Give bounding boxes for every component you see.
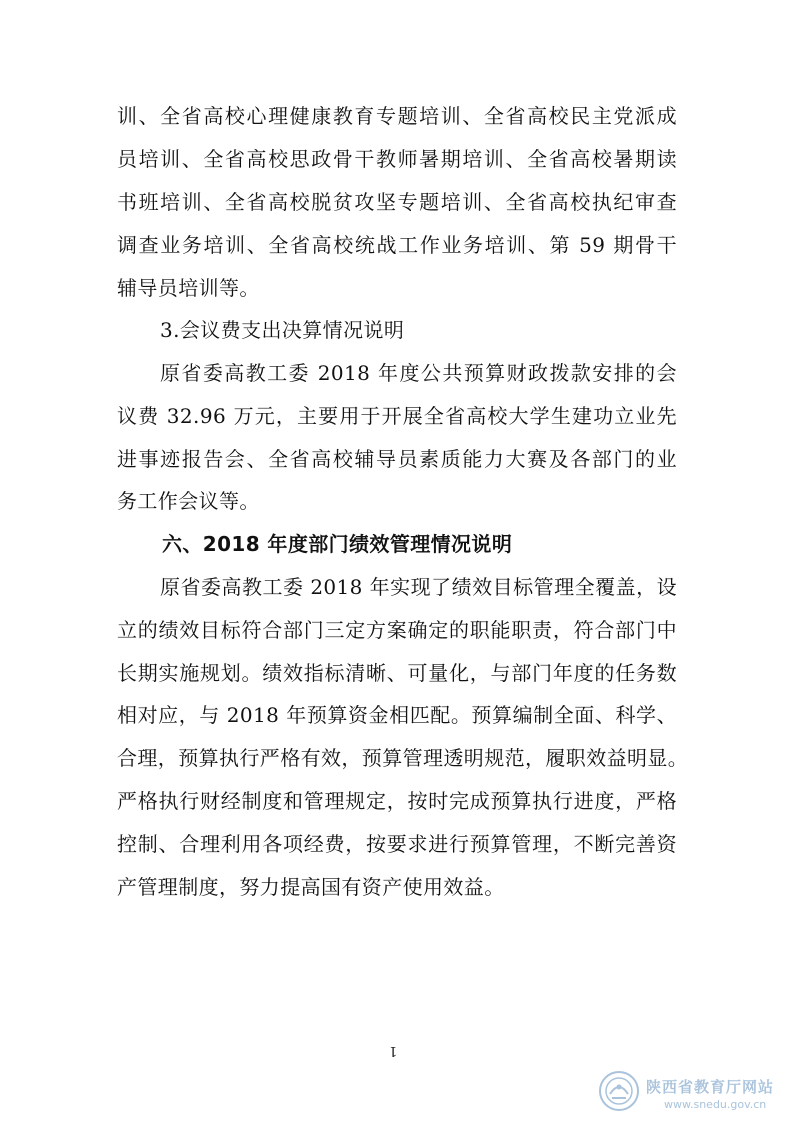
paragraph-line: 相对应，与 2018 年预算资金相匹配。预算编制全面、科学、	[117, 703, 677, 727]
watermark-title: 陕西省教育厅网站	[646, 1078, 775, 1096]
paragraph-line: 原省委高教工委 2018 年实现了绩效目标管理全覆盖，设	[160, 575, 677, 599]
paragraph-line: 员培训、全省高校思政骨干教师暑期培训、全省高校暑期读	[117, 147, 677, 171]
paragraph-line: 议费 32.96 万元，主要用于开展全省高校大学生建功立业先	[117, 404, 677, 428]
paragraph-line: 立的绩效目标符合部门三定方案确定的职能职责，符合部门中	[117, 618, 677, 642]
paragraph-line: 调查业务培训、全省高校统战工作业务培训、第 59 期骨干	[117, 233, 677, 257]
paragraph-line: 严格执行财经制度和管理规定，按时完成预算执行进度，严格	[117, 789, 677, 813]
subheading: 3.会议费支出决算情况说明	[160, 318, 405, 342]
page-number: 1	[389, 1043, 398, 1058]
paragraph-line: 长期实施规划。绩效指标清晰、可量化，与部门年度的任务数	[117, 661, 677, 685]
watermark-url: www.snedu.gov.cn	[664, 1098, 767, 1111]
paragraph-line: 原省委高教工委 2018 年度公共预算财政拨款安排的会	[160, 361, 677, 385]
paragraph-line: 书班培训、全省高校脱贫攻坚专题培训、全省高校执纪审查	[117, 190, 677, 214]
section-heading: 六、2018 年度部门绩效管理情况说明	[162, 532, 513, 556]
site-watermark	[598, 1068, 788, 1118]
paragraph-line: 进事迹报告会、全省高校辅导员素质能力大赛及各部门的业	[117, 447, 677, 471]
paragraph-line: 合理，预算执行严格有效，预算管理透明规范，履职效益明显。	[117, 746, 689, 770]
paragraph-line: 产管理制度，努力提高国有资产使用效益。	[117, 875, 505, 899]
paragraph-line: 训、全省高校心理健康教育专题培训、全省高校民主党派成	[117, 104, 677, 128]
paragraph-line: 务工作会议等。	[117, 489, 260, 513]
paragraph-line: 控制、合理利用各项经费，按要求进行预算管理，不断完善资	[117, 832, 677, 856]
paragraph-line: 辅导员培训等。	[117, 276, 260, 300]
education-bureau-logo-icon	[598, 1070, 640, 1112]
